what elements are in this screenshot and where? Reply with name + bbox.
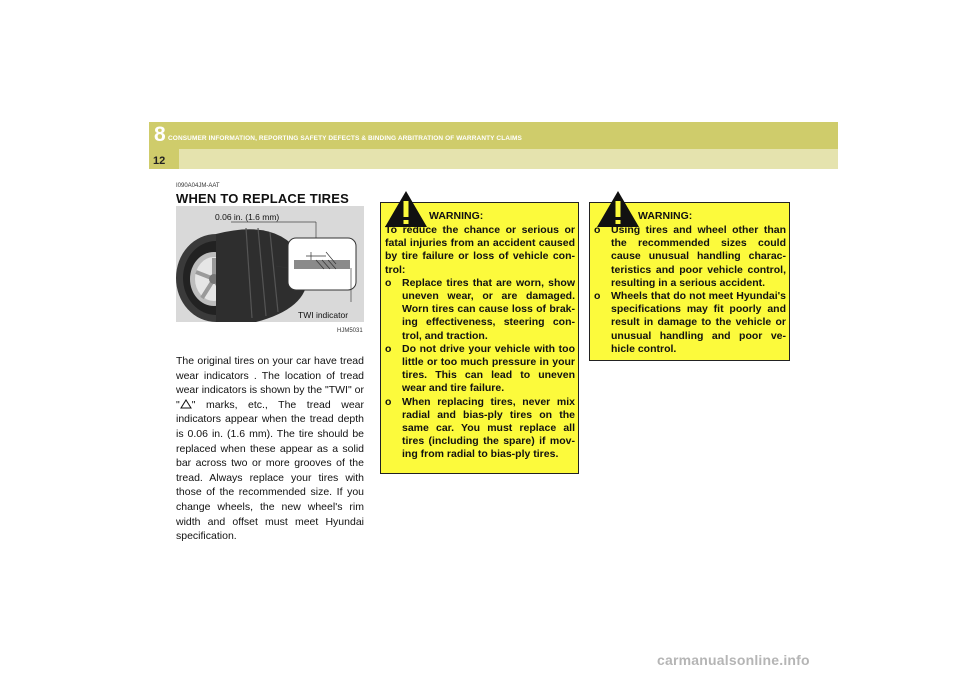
body-text-part2: " marks, etc., The tread wear indicators appear when the tread depth is 0.06 in. (1.6 mm). The tire should be replaced when these appear as a solid bar across two or more grooves of the tread. Always replace your tires with those of the recommended size. If you change wheels, the new wheel's rim width and offset must meet Hyundai specification. (176, 398, 364, 543)
tire-illustration (176, 206, 364, 322)
chapter-number: 8 (154, 123, 166, 146)
tire-figure (176, 206, 364, 322)
watermark: carmanualsonline.info (657, 652, 810, 668)
warning-box-wheel-size (589, 202, 790, 361)
warning-title: WARNING: (638, 210, 693, 222)
list-item: o Replace tires that are worn, show uneven wear, or are damaged. Worn tires can cause loss of brak-ing effectiveness, steering con-trol, and traction. (385, 276, 575, 342)
tread-depth-label: 0.06 in. (1.6 mm) (215, 212, 280, 222)
triangle-outline-icon (180, 399, 192, 409)
warning-exclamation-icon (595, 189, 641, 229)
list-item: o Wheels that do not meet Hyundai's specifications may fit poorly and result in damage to the vehicle or unusual handling and poor ve-hicle control. (594, 290, 786, 355)
warning-intro: To reduce the chance or serious or fatal injuries from an accident caused by tire failure or loss of vehicle con-trol: (385, 224, 575, 276)
list-item: o Using tires and wheel other than the recommended sizes could cause unusual handling charac-teristics and poor vehicle control, resulting in a serious accident. (594, 224, 786, 289)
list-item: o When replacing tires, never mix radial and bias-ply tires on the same car. You must replace all tires (including the spare) if mov-ing from radial to bias-ply tires. (385, 395, 575, 461)
twi-indicator-label: TWI indicator (298, 310, 349, 320)
chapter-title: CONSUMER INFORMATION, REPORTING SAFETY DEFECTS & BINDING ARBITRATION OF WARRANTY CLAIMS (168, 135, 522, 142)
warning-exclamation-icon (383, 189, 429, 229)
figure-code: HJM5031 (337, 328, 363, 334)
page-number: 12 (153, 155, 166, 167)
section-heading: WHEN TO REPLACE TIRES (176, 191, 349, 206)
list-item: o Do not drive your vehicle with too little or too much pressure in your tires. This can lead to uneven wear and tire failure. (385, 342, 575, 395)
warning-content (385, 224, 575, 462)
section-code: I090A04JM-AAT (176, 183, 220, 189)
body-text-part1: The original tires on your car have tread wear indicators . The location of tread wear indicators is shown by the "TWI" or " (176, 355, 364, 411)
body-paragraph (176, 354, 364, 544)
warning-title: WARNING: (429, 210, 484, 222)
warning-content (594, 224, 786, 356)
chapter-header-subband (149, 149, 838, 169)
warning-box-tire-failure (380, 202, 579, 474)
